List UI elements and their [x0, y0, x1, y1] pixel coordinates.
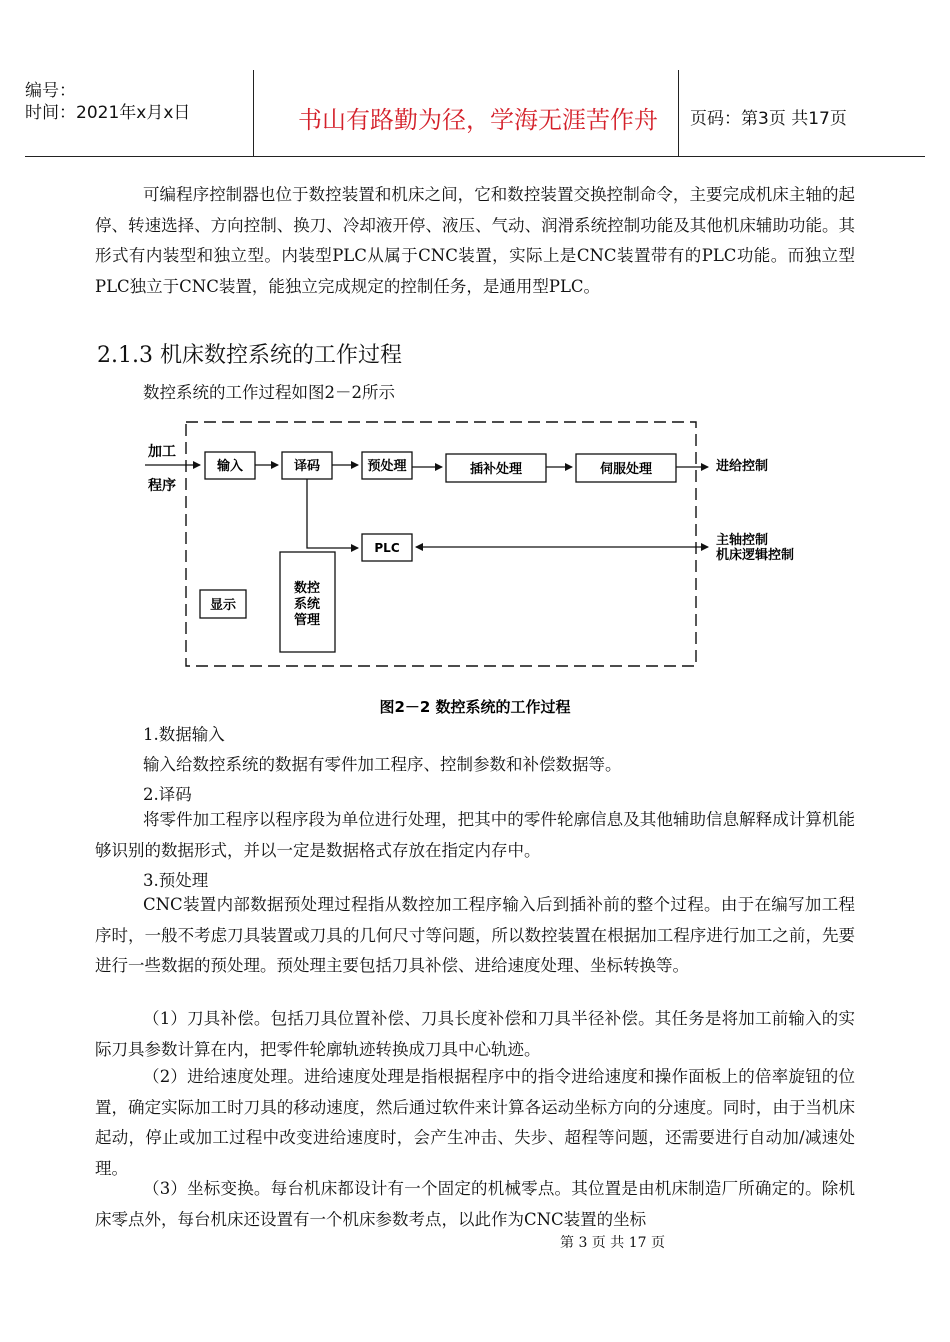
- box-servo-label: 伺服处理: [599, 462, 653, 477]
- output-logic-control: 机床逻辑控制: [716, 548, 795, 563]
- section-2-title: 2.译码: [143, 785, 192, 804]
- header-motto: 书山有路勤为径，学海无涯苦作舟: [298, 106, 658, 134]
- system-boundary: [186, 422, 696, 666]
- box-preprocess-label: 预处理: [367, 459, 407, 474]
- number-label: 编号：: [25, 81, 76, 101]
- box-plc-label: PLC: [374, 541, 400, 555]
- box-display-label: 显示: [209, 598, 237, 613]
- section-1-title: 1.数据输入: [143, 725, 225, 744]
- section-2-text: 将零件加工程序以程序段为单位进行处理，把其中的零件轮廓信息及其他辅助信息解释成计算机能够识别的数据形式，并以一定是数据格式存放在指定内存中。: [95, 810, 855, 860]
- box-input-label: 输入: [216, 459, 244, 474]
- box-mgmt-line-1: 数控: [293, 581, 321, 596]
- section-3-title: 3.预处理: [143, 871, 209, 890]
- box-interpolation-label: 插补处理: [469, 462, 523, 477]
- output-feed-control: 进给控制: [716, 459, 769, 474]
- section-1-text: 输入给数控系统的数据有零件加工程序、控制参数和补偿数据等。: [143, 755, 622, 774]
- section-heading: 2.1.3 机床数控系统的工作过程: [97, 343, 402, 368]
- page-footer: 第 3 页 共 17 页: [560, 1235, 665, 1251]
- box-mgmt-line-3: 管理: [293, 613, 321, 628]
- section-3-text: CNC装置内部数据预处理过程指从数控加工程序输入后到插补前的整个过程。由于在编写加工程序时，一般不考虑刀具装置或刀具的几何尺寸等问题，所以数控装置在根据加工程序进行加工之前，先要进行一些数据的预处理。预处理主要包括刀具补偿、进给速度处理、坐标转换等。: [95, 895, 855, 975]
- output-spindle-control: 主轴控制: [716, 533, 769, 548]
- figure-intro: 数控系统的工作过程如图2－2所示: [143, 383, 395, 402]
- paragraph-feed-speed: （2）进给速度处理。进给速度处理是指根据程序中的指令进给速度和操作面板上的倍率旋钮的位置，确定实际加工时刀具的移动速度，然后通过软件来计算各运动坐标方向的分速度。同时，由于当机床起动，停止或加工过程中改变进给速度时，会产生冲击、失步、超程等问题，还需要进行自动加/减速处理。: [95, 1067, 855, 1178]
- figure-caption: 图2－2 数控系统的工作过程: [379, 698, 571, 716]
- paragraph-tool-compensation: （1）刀具补偿。包括刀具位置补偿、刀具长度补偿和刀具半径补偿。其任务是将加工前输入的实际刀具参数计算在内，把零件轮廓轨迹转换成刀具中心轨迹。: [95, 1009, 855, 1059]
- input-label-2: 程序: [148, 478, 176, 494]
- box-mgmt-line-2: 系统: [293, 597, 321, 612]
- paragraph-coordinate-transform: （3）坐标变换。每台机床都设计有一个固定的机械零点。其位置是由机床制造厂所确定的。除机床零点外，每台机床还设置有一个机床参数考点，以此作为CNC装置的坐标: [95, 1179, 855, 1229]
- arrow-decode-plc: [307, 479, 358, 548]
- intro-paragraph: 可编程序控制器也位于数控装置和机床之间，它和数控装置交换控制命令，主要完成机床主轴的起停、转速选择、方向控制、换刀、冷却液开停、液压、气动、润滑系统控制功能及其他机床辅助功能。其形式有内装型和独立型。内装型PLC从属于CNC装置，实际上是CNC装置带有的PLC功能。而独立型PLC独立于CNC装置，能独立完成规定的控制任务，是通用型PLC。: [95, 185, 855, 296]
- header-page-info: 页码：第3页 共17页: [690, 109, 847, 129]
- box-decode-label: 译码: [293, 459, 321, 474]
- time-label: 时间：2021年x月x日: [25, 103, 191, 123]
- input-label-1: 加工: [148, 444, 176, 460]
